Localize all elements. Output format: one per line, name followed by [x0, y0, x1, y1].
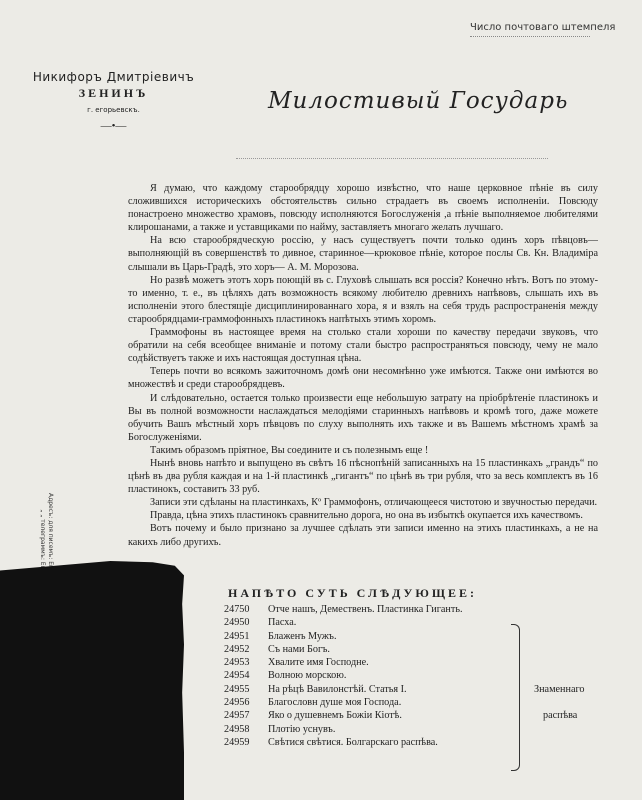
sender-city: г. егорьевскъ.	[87, 106, 140, 114]
record-number: 24750	[224, 604, 250, 615]
list-item	[224, 669, 463, 682]
record-title: Яко о душевнемъ Божіи Кіотѣ.	[268, 710, 402, 722]
record-title: На рѣцѣ Вавилонстѣй. Статья I.	[268, 683, 407, 695]
record-number: 24950	[224, 617, 250, 629]
record-number: 24955	[224, 683, 250, 695]
addressee-dotted-line	[236, 158, 548, 159]
list-item	[224, 616, 463, 629]
list-item	[224, 656, 463, 669]
salutation: Милостивый Государь	[268, 88, 569, 114]
record-number: 24953	[224, 657, 250, 669]
paragraph: Записи эти сдѣланы на пластинкахъ, Кº Граммофонъ, отличающееся чистотою и звучностью передачи.	[150, 497, 598, 509]
list-title: НАПѢТО СУТЬ СЛѢДУЮЩЕЕ:	[228, 586, 478, 600]
paragraph: Правда, цѣна этихъ пластинокъ сравнительно дорога, но она въ избыткѣ окупается ихъ качествомъ.	[150, 510, 583, 522]
list-item	[224, 630, 463, 643]
ornament: —•—	[100, 120, 127, 132]
paragraph: И слѣдовательно, остается только произвести еще небольшую затрату на пріобрѣтеніе пластинокъ и Вы въ полной возможности наслаждаться мелодіями старинныхъ напѣвовъ и кромѣ того, даже можете обучить Вашъ мѣстный хоръ пѣвцовъ по слуху выполнять ихъ также и въ Вашемъ мѣстномъ храмѣ за Богослуженіями.	[128, 392, 598, 443]
record-title: Волною морскою.	[268, 670, 347, 682]
list-item	[224, 736, 463, 749]
sender-name: Никифоръ Дмитріевичъ	[32, 70, 195, 84]
list-item	[224, 709, 463, 722]
paragraph: Нынѣ вновь напѣто и выпущено въ свѣтъ 16 пѣснопѣній записанныхъ на 15 пластинкахъ „грандъ“ по цѣнѣ въ два рубля каждая и на 1-й пластинкѣ „гигантъ“ по цѣнѣ въ три рубля, что за весь комплектъ въ 16 пластинокъ, составитъ 33 руб.	[128, 457, 598, 496]
sender-surname: ЗЕНИНЪ	[78, 86, 149, 100]
record-title: Свѣтися свѣтися. Болгарскаго распѣва.	[268, 736, 438, 748]
record-title: Хвалите имя Господне.	[268, 657, 369, 669]
dark-damage-patch	[0, 561, 184, 800]
list-item	[224, 696, 463, 709]
sender-block	[26, 70, 201, 132]
record-title: Съ нами Богъ.	[268, 643, 330, 655]
record-title: Пасха.	[268, 617, 297, 629]
paragraph: Граммофоны въ настоящее время на столько стали хороши по качеству передачи звуковъ, что обратили на себя всеобщее вниманіе и потому стали быстро распространяться повсюду, чему не мало содѣйствуетъ также и ихъ настоящая доступная цѣна.	[128, 327, 598, 365]
record-number: 24957	[224, 710, 250, 722]
group-label: распѣва	[543, 710, 578, 721]
record-number: 24958	[224, 723, 250, 735]
list-item	[224, 683, 463, 696]
list-item	[224, 643, 463, 656]
paragraph: Теперь почти во всякомъ зажиточномъ домѣ они несомнѣнно уже имѣются. Также они имѣются во множествѣ и среди старообрядцевъ.	[128, 366, 598, 391]
paragraph: Вотъ почему и было признано за лучшее сдѣлать эти записи именно на этихъ пластинкахъ, а не на какихъ либо другихъ.	[128, 523, 598, 548]
paragraph: На всю старообрядческую россію, у насъ существуетъ почти только одинъ хоръ пѣвцовъ—выполняющій въ совершенствѣ то дивное, старинное—крюковое пѣніе, которое послы Св. Кн. Владиміра слышали въ Царь-Градѣ, это хоръ— А. М. Морозова.	[128, 235, 598, 273]
list-item	[224, 603, 463, 616]
postmark-date-label: Число почтоваго штемпеля	[470, 22, 616, 33]
paragraph: Я думаю, что каждому старообрядцу хорошо извѣстно, что наше церковное пѣніе въ силу сложившихся историческихъ обстоятельствъ сильно страдаетъ въ своемъ исполненіи. Повсюду понастроено множество храмовъ, повсюду исполняются Богослуженія ,а пѣніе выполняемое любителями клирошанами, а также и уставщиками по найму, заставляетъ многаго желать лучшаго.	[128, 183, 598, 234]
record-title: Отче нашъ, Демественъ. Пластинка Гиганть.	[268, 604, 463, 615]
record-number: 24952	[224, 643, 250, 655]
group-brace	[511, 624, 520, 771]
record-title: Благословн душе моя Господа.	[268, 697, 402, 709]
record-number: 24956	[224, 697, 250, 709]
record-list	[224, 603, 463, 749]
record-number: 24951	[224, 630, 250, 642]
list-item	[224, 723, 463, 736]
postmark-date-line	[470, 36, 590, 37]
record-title: Плотію уснувъ.	[268, 723, 336, 735]
group-label: Знаменнаго	[534, 684, 585, 695]
paragraph: Но развѣ можетъ этотъ хоръ поющій въ с. Глуховѣ слышать вся россія? Конечно нѣтъ. Вотъ по этому-то именно, т. е., въ цѣляхъ дать возможность всякому любителю древнихъ напѣвовъ, слышать ихъ въ исполненіи этого блестящіе дисциплинированнаго хора, я и взялъ на себя трудъ распространенія между старообрядцами-граммофонныхъ пластинокъ напѣтыхъ этимъ хоромъ.	[128, 274, 598, 325]
record-number: 24954	[224, 670, 250, 682]
letter-body	[128, 182, 598, 549]
paragraph: Такимъ образомъ пріятное, Вы соедините и съ полезнымъ еще !	[150, 444, 429, 456]
record-title: Блаженъ Мужъ.	[268, 630, 337, 642]
record-number: 24959	[224, 736, 250, 748]
